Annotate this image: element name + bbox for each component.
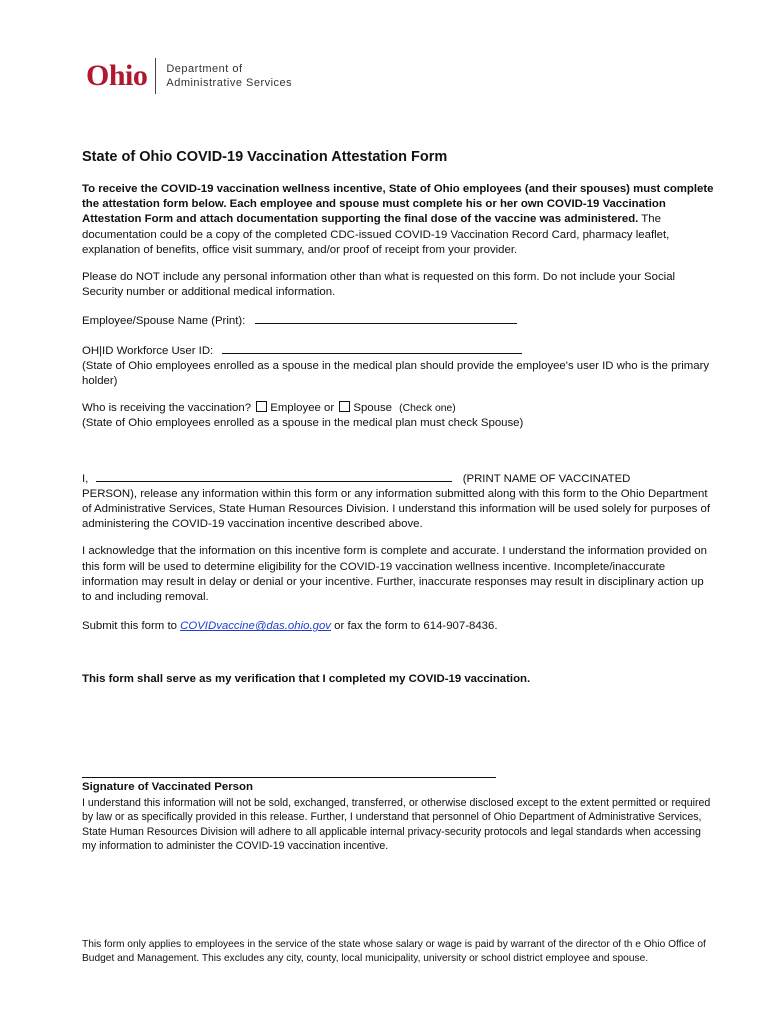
- logo-divider: [155, 58, 156, 94]
- signature-block: [82, 780, 716, 853]
- ohid-row: [82, 342, 714, 359]
- ohio-das-logo: [86, 56, 292, 96]
- signature-field[interactable]: [82, 777, 496, 778]
- employee-checkbox[interactable]: [256, 401, 267, 412]
- name-label: Employee/Spouse Name (Print):: [82, 315, 246, 328]
- department-name: [166, 62, 292, 90]
- form-body: [82, 148, 714, 688]
- ohio-wordmark: Ohio: [86, 59, 148, 92]
- name-row: [82, 312, 714, 329]
- department-line-2: Administrative Services: [166, 77, 293, 89]
- submit-email-link[interactable]: COVIDvaccine@das.ohio.gov: [180, 620, 331, 633]
- footer-note: This form only applies to employees in the service of the state whose salary or wage is paid by warrant of the director of th e Ohio Office of Budget and Management. This excludes any city, county, local municipality, university or school district employee and spouse.: [82, 939, 706, 964]
- release-paragraph: PERSON), release any information within this form or any information submitted along with this form to the Ohio Department of Administrative Services, State Human Resources Division. I understand this information will be used solely for purposes of administering the COVID-19 vaccination incentive described above.: [82, 487, 711, 531]
- department-line-1: Department of: [166, 63, 243, 75]
- check-one-hint: (Check one): [399, 403, 456, 415]
- release-prefix: I,: [82, 472, 89, 485]
- recipient-note: (State of Ohio employees enrolled as a spouse in the medical plan must check Spouse): [82, 417, 524, 430]
- form-title: State of Ohio COVID-19 Vaccination Attestation Form: [82, 149, 448, 165]
- release-first-line: [82, 470, 714, 487]
- signature-label: Signature of Vaccinated Person: [82, 781, 253, 793]
- acknowledgement-paragraph: I acknowledge that the information on this incentive form is complete and accurate. I understand the information provided on this form will be used to determine eligibility for the COVID-19 vaccination wellness incentive. Incomplete/inaccurate information may result in delay or denial or your incentive. Further, inaccurate responses may result in disciplinary action up to and including removal.: [82, 545, 707, 604]
- release-suffix: (PRINT NAME OF VACCINATED: [462, 472, 631, 485]
- submit-instructions: [82, 619, 714, 634]
- spouse-checkbox[interactable]: [339, 401, 350, 412]
- privacy-note: Please do NOT include any personal information other than what is requested on this form. Do not include your Social Security number or additional medical information.: [82, 271, 676, 299]
- signature-disclaimer: I understand this information will not be sold, exchanged, transferred, or otherwise disclosed except to the extent permitted or required by law or as specifically provided in this release. Further, I understand that personnel of Ohio Department of Administrative Services, State Human Resources Division will adhere to all applicable internal privacy-security protocols and legal standards when accessing my information to administer the COVID-19 vaccination incentive.: [82, 797, 711, 852]
- employee-option-label: Employee or: [270, 402, 335, 415]
- name-field[interactable]: [255, 312, 517, 324]
- intro-bold-text: To receive the COVID-19 vaccination wellness incentive, State of Ohio employees (and their spouses) must complete the attestation form below. Each employee and spouse must complete his or her own COVID-19 Vaccination Attestation Form and attach documentation supporting the final dose of the vaccine was administered.: [82, 183, 714, 226]
- recipient-label: Who is receiving the vaccination?: [82, 402, 252, 415]
- verification-statement: This form shall serve as my verification that I completed my COVID-19 vaccination.: [82, 673, 531, 686]
- ohid-note: (State of Ohio employees enrolled as a spouse in the medical plan should provide the employee's user ID who is the primary holder): [82, 359, 710, 388]
- spouse-option-label: Spouse: [353, 402, 392, 415]
- ohid-field[interactable]: [222, 342, 522, 354]
- intro-paragraph: [82, 182, 714, 258]
- vaccinated-name-field[interactable]: [96, 470, 452, 482]
- intro-regular-text: The documentation could be a copy of the completed CDC-issued COVID-19 Vaccination Record Card, pharmacy leaflet, explanation of benefits, office visit summary, and/or proof of receipt from your provider.: [82, 213, 670, 256]
- recipient-row: [82, 401, 714, 416]
- ohid-label: OH|ID Workforce User ID:: [82, 344, 214, 357]
- submit-prefix: Submit this form to: [82, 620, 177, 633]
- submit-suffix: or fax the form to 614-907-8436.: [334, 620, 498, 633]
